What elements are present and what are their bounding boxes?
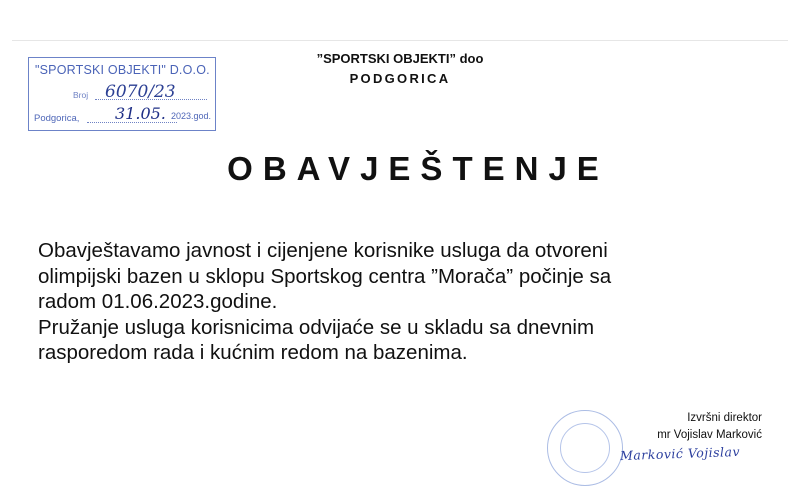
handwritten-signature: Marković Vojislav [619, 443, 741, 464]
stamp-year: 2023.god. [171, 111, 212, 121]
stamp-number-value: 6070/23 [105, 82, 176, 102]
signatory-name: mr Vojislav Marković [657, 429, 762, 441]
letterhead [292, 50, 508, 88]
top-divider [12, 40, 788, 41]
body-line: Pružanje usluga korisnicima odvijaće se u skladu sa dnevnim [38, 315, 595, 339]
stamp-organization: "SPORTSKI OBJEKTI" D.O.O. [35, 63, 210, 77]
body-line: radom 01.06.2023.godine. [38, 290, 278, 313]
body-line: Obavještavamo javnost i cijenjene korisnike usluga da otvoreni [38, 239, 608, 262]
company-city: PODGORICA [349, 71, 451, 86]
stamp-date-value: 31.05. [115, 104, 166, 123]
stamp-number-label: Broj [73, 90, 89, 100]
stamp-place-label: Podgorica, [34, 113, 80, 124]
registry-stamp [28, 57, 216, 131]
notice-body [38, 238, 768, 366]
body-line: olimpijski bazen u sklopu Sportskog centra ”Morača” počinje sa [38, 264, 612, 288]
round-seal-inner-ring [560, 423, 610, 473]
body-line: rasporedom rada i kućnim redom na bazenima. [38, 341, 468, 364]
signature-block [612, 410, 762, 444]
company-name: ”SPORTSKI OBJEKTI” doo [316, 51, 484, 66]
signatory-role: Izvršni direktor [687, 412, 762, 424]
document-title: OBAVJEŠTENJE [227, 150, 609, 187]
